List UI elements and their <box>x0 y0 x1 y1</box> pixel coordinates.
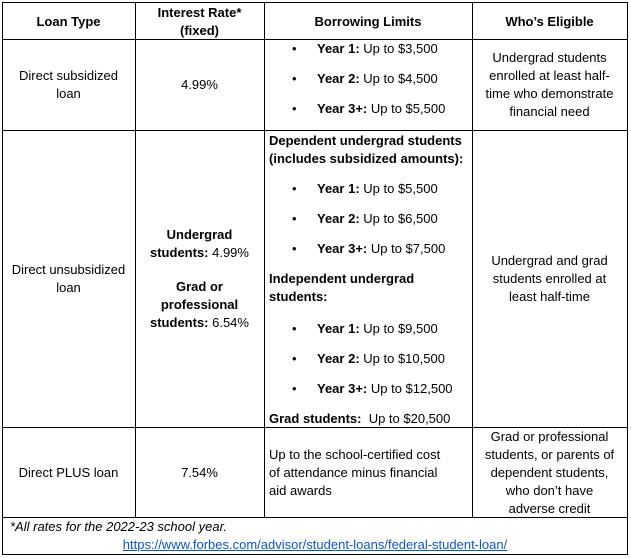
row2-dependent-heading <box>269 132 472 168</box>
header-whos-eligible: Who’s Eligible <box>505 14 594 29</box>
row2-loan-type <box>2 261 135 297</box>
bullet-icon: • <box>292 41 297 56</box>
header-divider <box>2 39 628 40</box>
row1-loan-type-line1: Direct subsidized <box>19 68 118 83</box>
row2-rate-grad-line2: professional <box>160 297 239 312</box>
source-link[interactable]: https://www.forbes.com/advisor/student-loans/federal-student-loan/ <box>122 537 508 552</box>
row2-eligible-line: students enrolled at <box>492 271 607 286</box>
row3-eligible-line: Grad or professional <box>490 429 609 444</box>
bullet-icon: • <box>292 181 297 196</box>
row2-eligible-line: Undergrad and grad <box>491 253 608 268</box>
header-interest-rate-line1: Interest Rate* <box>157 5 242 20</box>
row3-eligible-line: students, or parents of <box>484 447 615 462</box>
row2-rate <box>135 226 264 332</box>
row1-loan-type-line2: loan <box>56 86 81 101</box>
header-interest-rate-line2: (fixed) <box>180 23 219 38</box>
table-border-right <box>627 2 628 555</box>
row2-eligible-line: least half-time <box>509 289 590 304</box>
row3-rate: 7.54% <box>181 465 218 480</box>
row3-eligible-line: adverse credit <box>508 501 591 516</box>
row2-grad-students: Grad students: Up to $20,500 <box>269 411 451 426</box>
bullet-icon: • <box>292 241 297 256</box>
col-divider-2 <box>264 2 265 518</box>
row3-eligible-line: dependent students, <box>490 465 609 480</box>
bullet-icon: • <box>292 381 297 396</box>
row3-eligible-line: who don’t have <box>505 483 594 498</box>
loan-table: Loan Type Interest Rate* (fixed) Borrowing Limits Who’s Eligible Direct subsidized loan 4.99% • Year 1: Up to $3,500 • Year 2: Up to $4,500 • Year 3+: Up to $5,500 Undergrad students enrolled at least half- time who demonstrate financial need Direct unsubsidized loan Undergrad students: 4.99% Grad or professional students: 6.54% Dependent undergrad students (includes subsidized amounts): • Year 1: Up to $5,500 • Year 2: Up to $6,500 • Year 3+: Up to $7,500 Independent undergrad students: • Year 1: Up to $9,500 • Year 2: Up to $10,500 • Year 3+: Up to $12,500 Grad students: Up to $20,500 Undergrad and grad students enrolled at least half-time Direct PLUS loan 7.54% Up to the school-certified cost of attendance minus financial aid awards Grad or professional students, or parents of dependent students, who don’t have adverse credit *All rates for the 2022-23 school year. https://www.forbes.com/advisor/student-loans/federal-student-loan/ <box>2 2 628 555</box>
row3-limits-line: aid awards <box>269 483 332 498</box>
row2-loan-type-line2: loan <box>56 280 81 295</box>
row2-loan-type-line1: Direct unsubsidized <box>11 262 126 277</box>
row1-eligible-line: time who demonstrate <box>485 86 614 101</box>
row1-eligible-line: Undergrad students <box>492 50 607 65</box>
row2-eligible <box>472 252 627 306</box>
row1-eligible-line: enrolled at least half- <box>489 68 610 83</box>
bullet-icon: • <box>292 321 297 336</box>
header-borrowing-limits: Borrowing Limits <box>314 14 422 29</box>
table-border-bottom <box>2 554 628 555</box>
bullet-icon: • <box>292 71 297 86</box>
row1-rate: 4.99% <box>181 77 218 92</box>
row3-loan-type: Direct PLUS loan <box>18 465 119 480</box>
bullet-icon: • <box>292 101 297 116</box>
row1-loan-type <box>2 67 135 103</box>
row3-eligible <box>472 428 627 518</box>
row2-rate-grad-value: students: 6.54% <box>150 315 249 330</box>
row3-limits-line: Up to the school-certified cost <box>269 447 441 462</box>
row2-dependent-heading-line2: (includes subsidized amounts): <box>269 151 464 166</box>
row2-independent-heading-line1: Independent undergrad <box>269 271 415 286</box>
row1-eligible-line: financial need <box>509 104 590 119</box>
row1-eligible <box>472 49 627 121</box>
footnote: *All rates for the 2022-23 school year. <box>10 519 228 534</box>
row2-dependent-heading-line1: Dependent undergrad students <box>269 133 462 148</box>
row2-rate-undergrad-value: students: 4.99% <box>150 245 249 260</box>
row3-limits-line: of attendance minus financial <box>269 465 438 480</box>
header-interest-rate <box>135 4 264 40</box>
row3-limits <box>269 446 472 500</box>
row2-independent-heading-line2: students: <box>269 289 328 304</box>
bullet-icon: • <box>292 211 297 226</box>
table-border-top <box>2 2 628 3</box>
row2-rate-undergrad-label: Undergrad <box>166 227 233 242</box>
row2-independent-heading <box>269 270 472 306</box>
row-divider-1 <box>2 130 628 131</box>
header-loan-type: Loan Type <box>36 14 101 29</box>
row2-rate-grad-line1: Grad or <box>176 279 223 294</box>
source-link-wrapper <box>2 536 628 554</box>
bullet-icon: • <box>292 351 297 366</box>
